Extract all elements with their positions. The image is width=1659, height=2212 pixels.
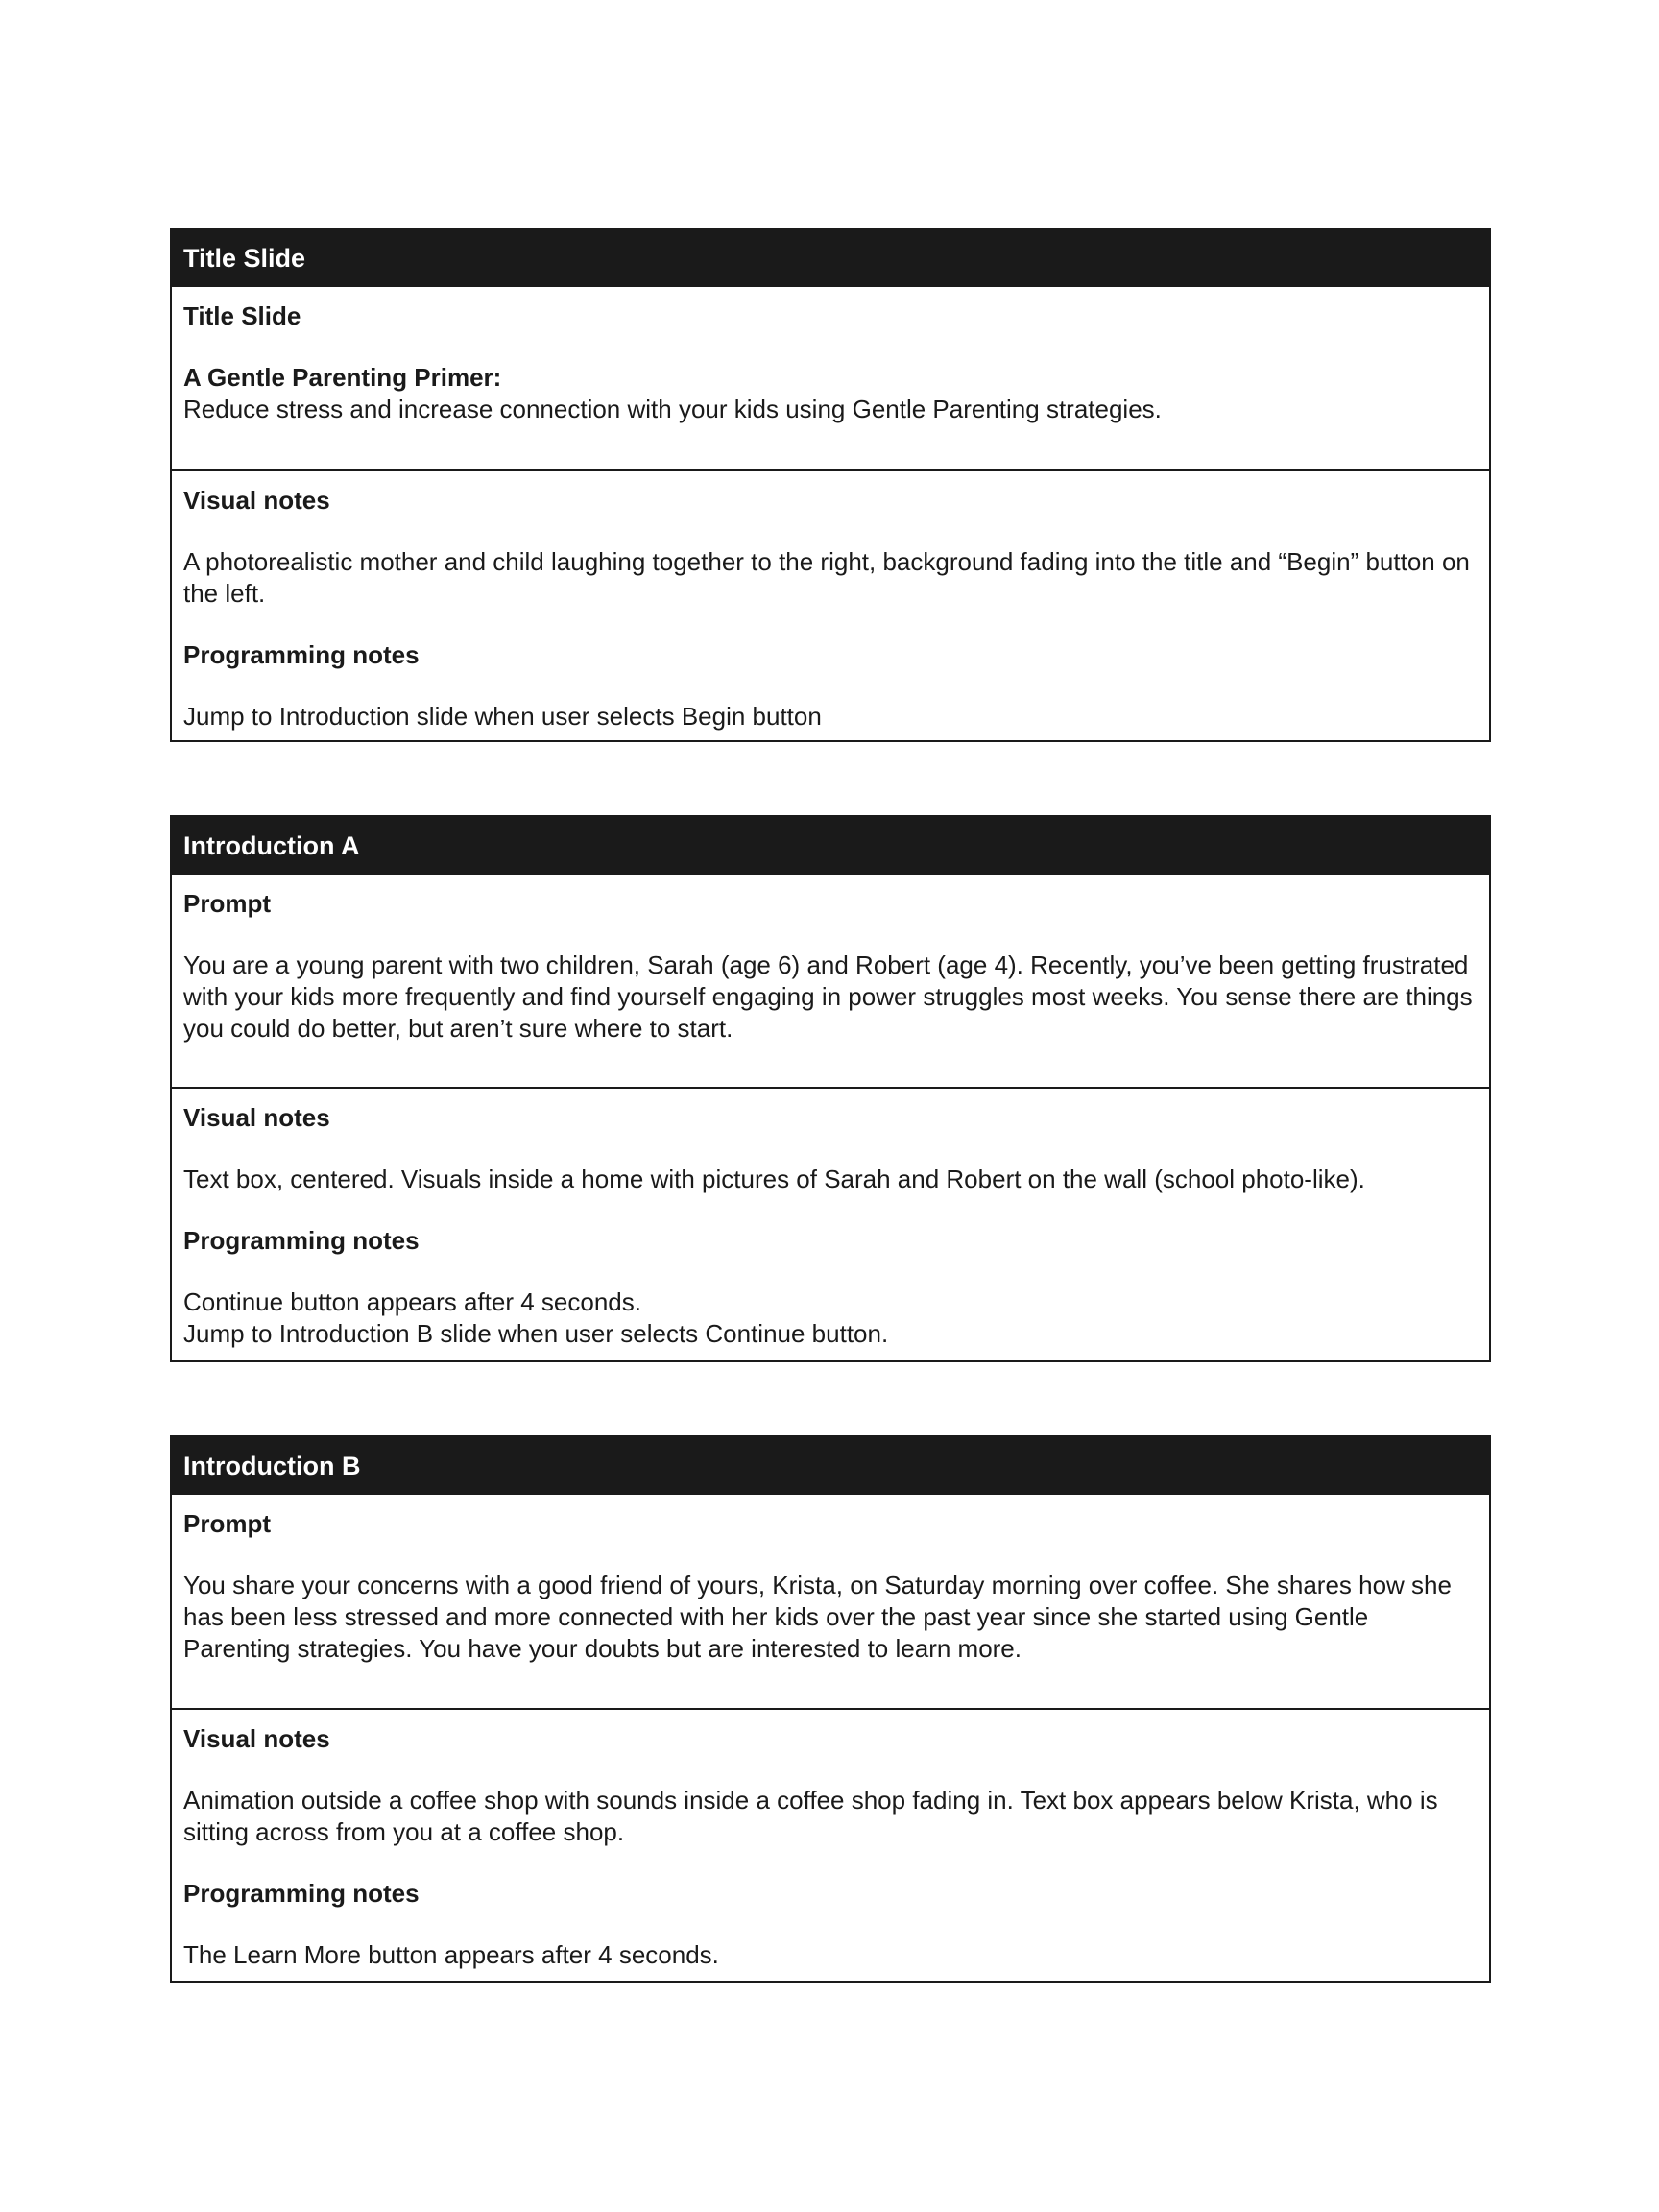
visual-notes-label: Visual notes <box>183 486 330 515</box>
programming-notes-label: Programming notes <box>183 1879 420 1908</box>
programming-notes-text: Jump to Introduction slide when user selects Begin button <box>183 702 822 731</box>
visual-notes-label: Visual notes <box>183 1724 330 1753</box>
visual-notes-label: Visual notes <box>183 1103 330 1132</box>
slide-table-introduction-b <box>170 1435 1491 1983</box>
programming-notes-text: Continue button appears after 4 seconds. Jump to Introduction B slide when user selects Continue button. <box>183 1287 889 1348</box>
content-label: Title Slide <box>183 301 301 330</box>
notes-cell <box>172 469 1489 746</box>
slide-header: Title Slide <box>172 229 1489 287</box>
content-cell <box>172 287 1489 469</box>
prompt-text: You are a young parent with two children, Sarah (age 6) and Robert (age 4). Recently, you’ve been getting frustrated with your kids more frequently and find yourself engaging in power struggles most weeks. You sense there are things you could do better, but aren’t sure where to start. <box>183 950 1473 1043</box>
visual-notes-text: Animation outside a coffee shop with sounds inside a coffee shop fading in. Text box appears below Krista, who is sitting across from you at a coffee shop. <box>183 1786 1438 1846</box>
prompt-label: Prompt <box>183 889 271 918</box>
prompt-cell <box>172 875 1489 1087</box>
visual-notes-text: Text box, centered. Visuals inside a home with pictures of Sarah and Robert on the wall (school photo-like). <box>183 1165 1365 1193</box>
visual-notes-text: A photorealistic mother and child laughing together to the right, background fading into the title and “Begin” button on the left. <box>183 547 1470 608</box>
document-page <box>170 228 1491 1983</box>
prompt-label: Prompt <box>183 1509 271 1538</box>
notes-cell <box>172 1708 1489 1984</box>
prompt-text: You share your concerns with a good friend of yours, Krista, on Saturday morning over coffee. She shares how she has been less stressed and more connected with her kids over the past year since she started using Gentle Parenting strategies. You have your doubts but are interested to learn more. <box>183 1571 1452 1663</box>
slide-table-title-slide <box>170 228 1491 742</box>
programming-notes-label: Programming notes <box>183 640 420 669</box>
prompt-cell <box>172 1495 1489 1708</box>
slide-table-introduction-a <box>170 815 1491 1362</box>
programming-notes-label: Programming notes <box>183 1226 420 1255</box>
notes-cell <box>172 1087 1489 1363</box>
course-subtitle: Reduce stress and increase connection with your kids using Gentle Parenting strategies. <box>183 395 1162 423</box>
programming-notes-text: The Learn More button appears after 4 seconds. <box>183 1940 719 1969</box>
course-title: A Gentle Parenting Primer: <box>183 363 502 392</box>
slide-header: Introduction B <box>172 1437 1489 1495</box>
slide-header: Introduction A <box>172 817 1489 875</box>
